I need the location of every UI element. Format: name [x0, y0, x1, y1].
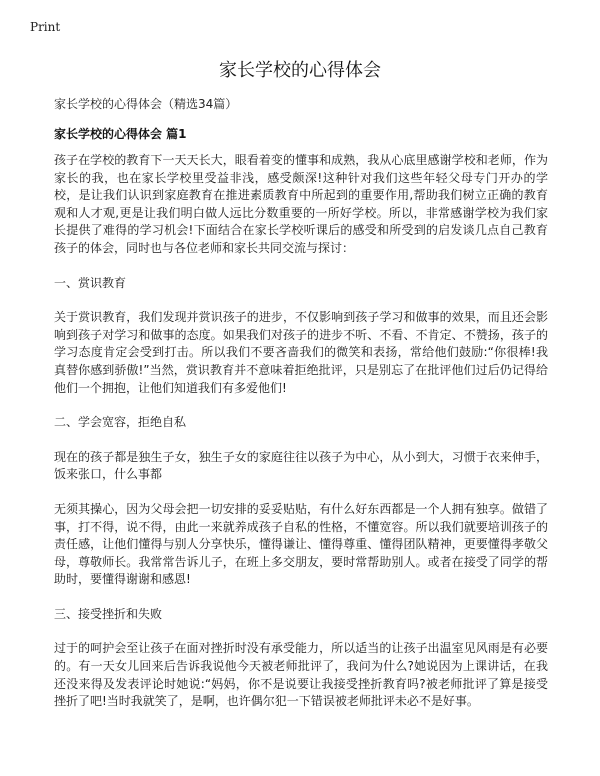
paragraph-intro: 孩子在学校的教育下一天天长大，眼看着变的懂事和成熟，我从心底里感谢学校和老师，作为家长的我，也在家长学校里受益非浅，感受颇深!这种针对我们这些年轻父母专门开办的学校，是让我们认识到家庭教育在推进素质教育中所起到的重要作用,帮助我们树立正确的教育观和人才观,更是让我们明白做人远比分数重要的一所好学校。所以，非常感谢学校为我们家长提供了难得的学习机会!下面结合在家长学校听课后的感受和所受到的启发谈几点自己教育孩子的体会，同时也与各位老师和家长共同交流与探讨：: [54, 153, 548, 255]
paragraph-selfishness: 无须其操心，因为父母会把一切安排的妥妥贴贴，有什么好东西都是一个人拥有独享。做错了事，打不得，说不得，由此一来就养成孩子自私的性格，不懂宽容。所以我们就要培训孩子的责任感，让他们懂得与别人分享快乐，懂得谦让、懂得尊重、懂得团队精神，更要懂得孝敬父母，尊敬师长。我常常告诉儿子，在班上多交朋友，要时常帮助别人。或者在接受了同学的帮助时，要懂得谢谢和感恩!: [54, 501, 548, 587]
heading-tolerance: 二、学会宽容，拒绝自私: [54, 415, 187, 430]
heading-setbacks: 三、接受挫折和失败: [54, 606, 163, 621]
page-subtitle: 家长学校的心得体会（精选34篇）: [54, 97, 238, 111]
section-title: 家长学校的心得体会 篇1: [54, 127, 187, 141]
heading-appreciation: 一、赏识教育: [54, 275, 127, 290]
paragraph-only-child: 现在的孩子都是独生子女，独生子女的家庭往往以孩子为中心，从小到大，习惯于衣来伸手，饭来张口，什么事都: [54, 449, 548, 482]
paragraph-appreciation: 关于赏识教育，我们发现并赏识孩子的进步，不仅影响到孩子学习和做事的效果，而且还会影响到孩子对学习和做事的态度。如果我们对孩子的进步不听、不看、不肯定、不赞扬，孩子的学习态度肯定会受到打击。所以我们不要吝啬我们的微笑和表扬，常给他们鼓励:“你很棒!我真替你感到骄傲!”当然，赏识教育并不意味着拒绝批评，只是别忘了在批评他们过后仍记得给他们一个拥抱，让他们知道我们有多爱他们!: [54, 310, 548, 395]
paragraph-setbacks: 过于的呵护会至让孩子在面对挫折时没有承受能力，所以适当的让孩子出温室见风雨是有必要的。有一天女儿回来后告诉我说他今天被老师批评了，我问为什么?她说因为上课讲话，在我还没来得及发表评论时她说:“妈妈，你不是说要让我接受挫折教育吗?被老师批评了算是接受挫折了吧!当时我就笑了，是啊，也许偶尔犯一下错误被老师批评未必不是好事。: [54, 641, 548, 709]
print-link[interactable]: Print: [30, 20, 61, 34]
article-body: [54, 152, 548, 728]
page-title: 家长学校的心得体会: [219, 60, 381, 81]
